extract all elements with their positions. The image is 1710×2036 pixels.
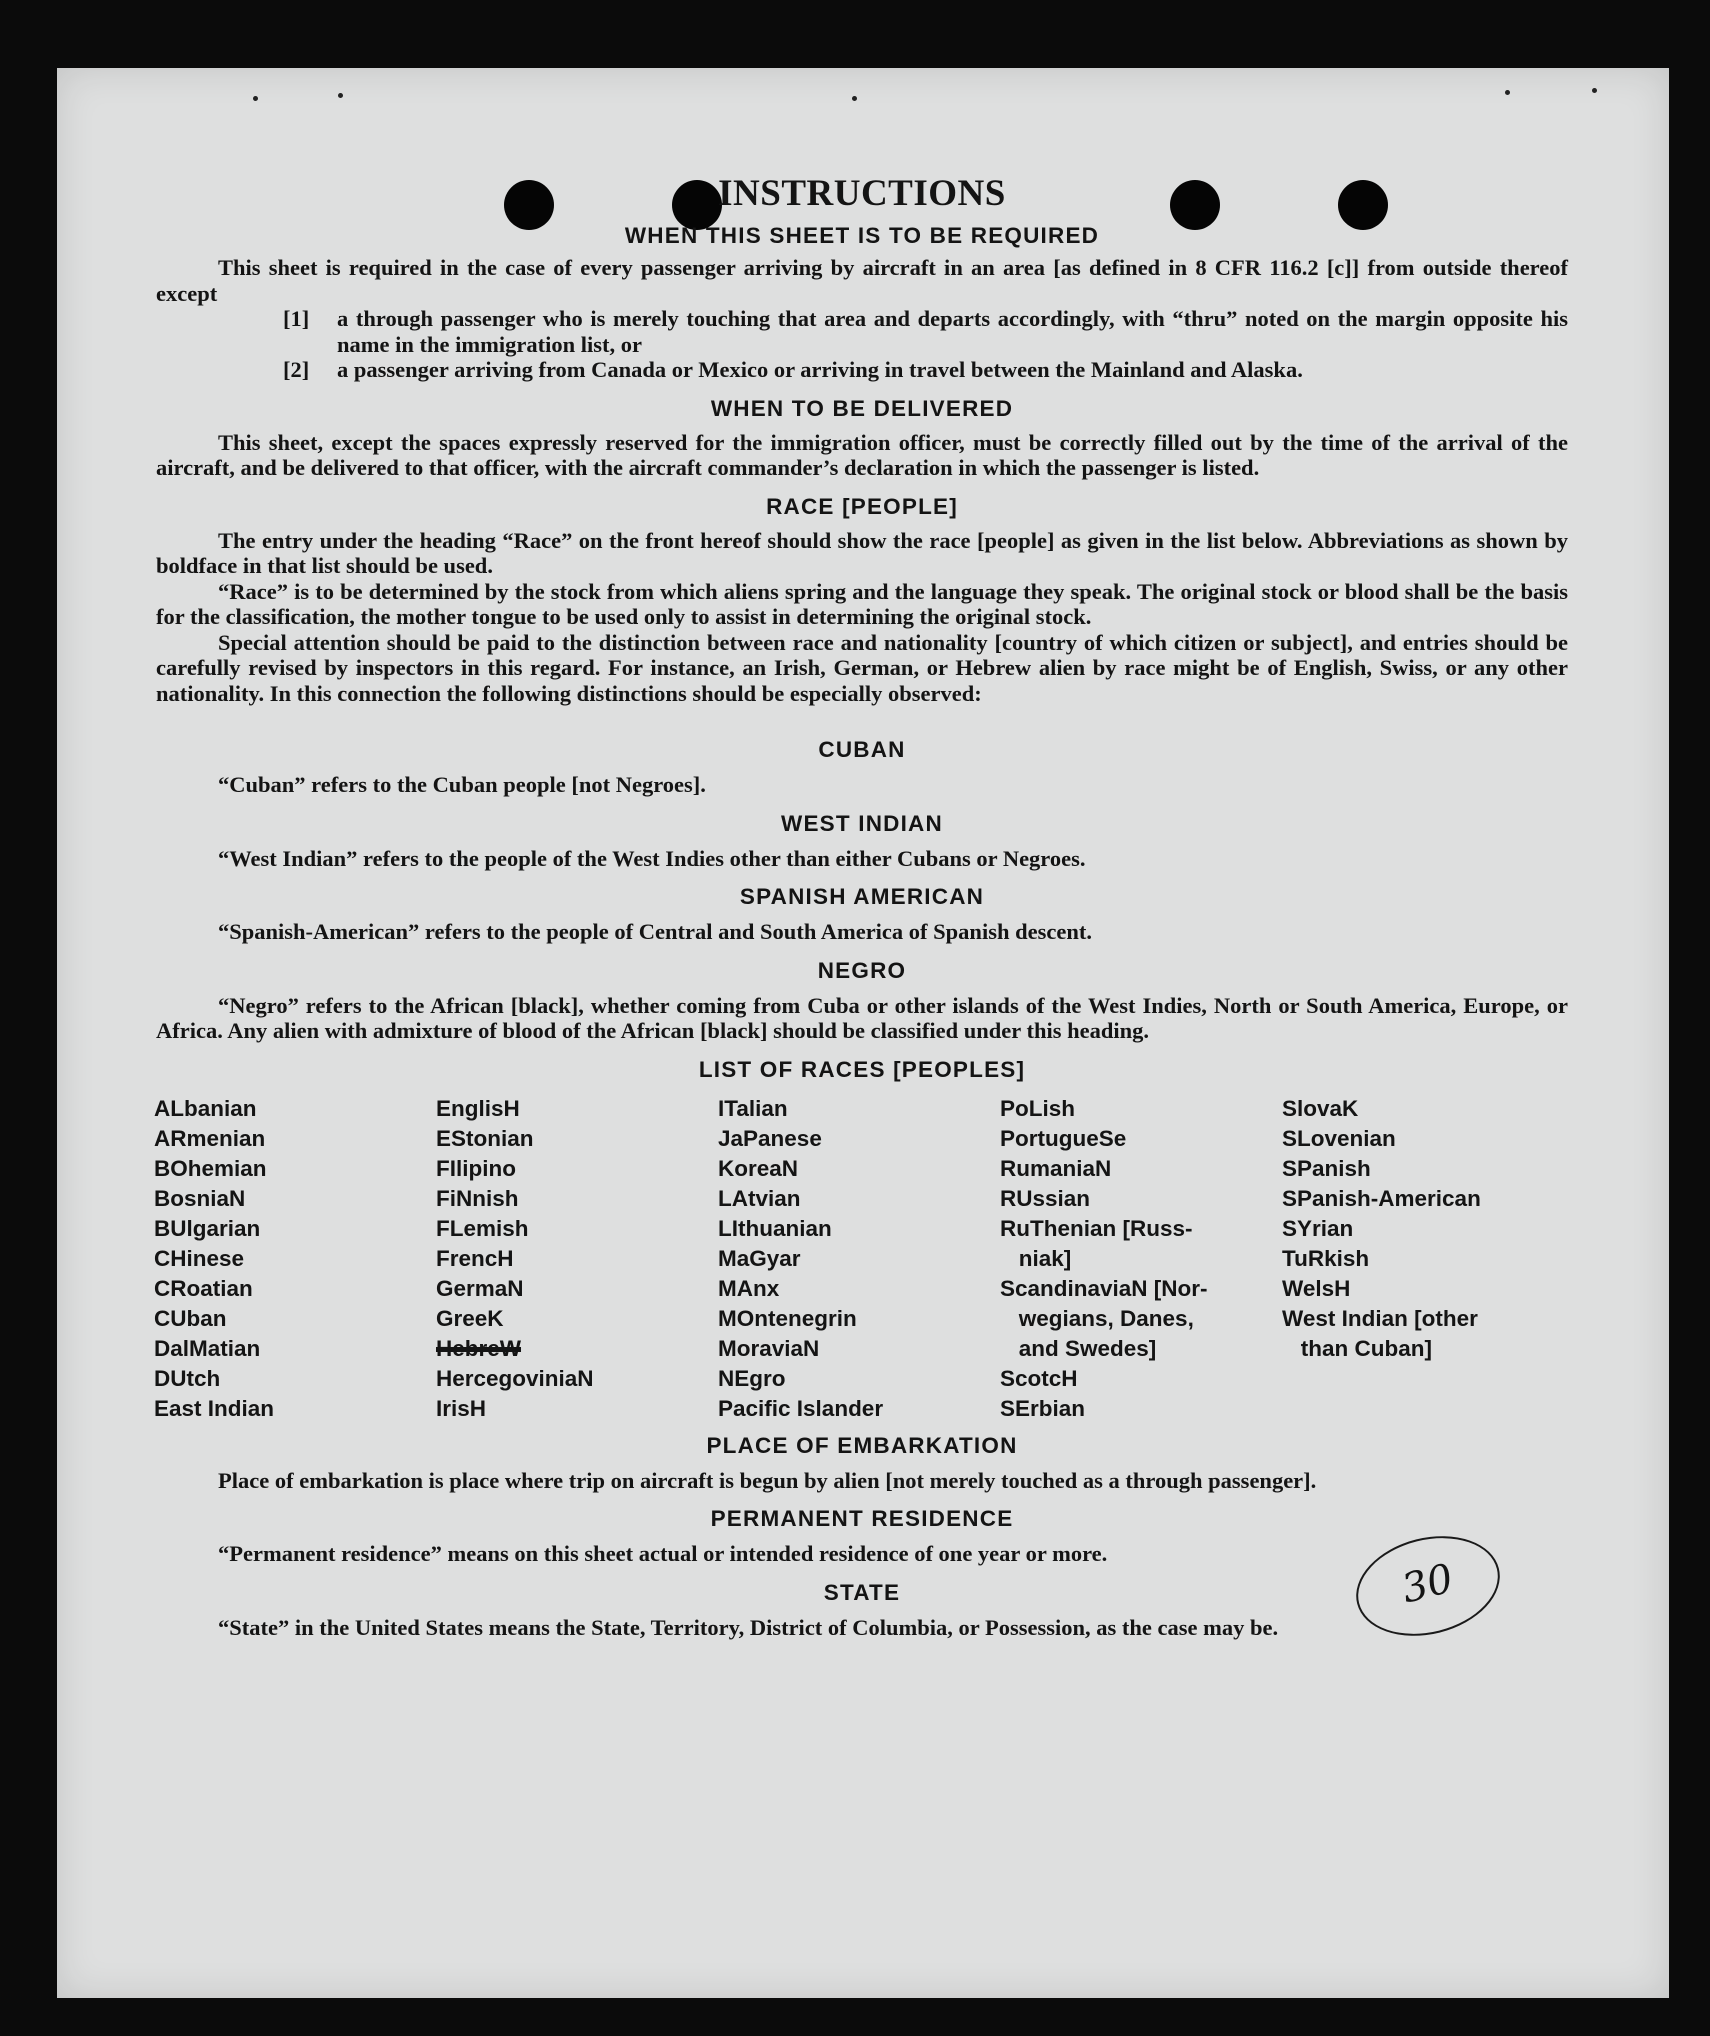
exception-item-2 [156,357,1568,383]
speck [852,96,857,101]
race-entry: DUtch [154,1365,221,1391]
race-entry: WelsH [1282,1275,1351,1301]
race-entry: EStonian [436,1125,534,1151]
when-delivered-text: This sheet, except the spaces expressly reserved for the immigration officer, must be correctly filled out by the time of the arrival of the aircraft, and be delivered to that officer, with the aircraft commander’s declaration in which the passenger is listed. [156,429,1568,480]
heading-negro: NEGRO [817,957,907,983]
race-entry: RuThenian [Russ- niak] [1000,1215,1193,1271]
race-entry: JaPanese [718,1125,822,1151]
race-entry: BOhemian [154,1155,267,1181]
race-entry: BosniaN [154,1185,246,1211]
race-entry: RumaniaN [1000,1155,1112,1181]
west-indian-text: “West Indian” refers to the people of the West Indies other than either Cubans or Negroes. [218,845,1086,871]
spanish-american-text: “Spanish-American” refers to the people of Central and South America of Spanish descent. [218,919,1092,944]
races-column [436,1094,718,1424]
race-entry: FiNnish [436,1185,519,1211]
race-entry: IrisH [436,1395,487,1421]
race-entry: LAtvian [718,1185,801,1211]
heading-state: STATE [823,1579,901,1605]
race-entry: SErbian [1000,1395,1086,1421]
race-entry: ARmenian [154,1125,266,1151]
race-entry: FrencH [436,1245,514,1271]
race-entry: ScotcH [1000,1365,1078,1391]
embarkation-text: Place of embarkation is place where trip on aircraft is begun by alien [not merely touched as a through passenger]. [218,1467,1317,1493]
item-number: [2] [283,357,310,382]
race-entry: KoreaN [718,1155,799,1181]
race-entry: ScandinaviaN [Nor- wegians, Danes, and Swedes] [1000,1275,1208,1361]
race-entry: ITalian [718,1095,788,1121]
races-list [154,1094,1568,1424]
race-entry: BUlgarian [154,1215,261,1241]
races-column [1282,1094,1564,1424]
race-entry: SPanish [1282,1155,1371,1181]
race-entry: PortugueSe [1000,1125,1127,1151]
race-entry: SlovaK [1282,1095,1359,1121]
race-entry: East Indian [154,1395,275,1421]
page-title: INSTRUCTIONS [718,173,1006,214]
instructions-content [156,172,1568,1640]
race-entry: SLovenian [1282,1125,1396,1151]
race-entry: RUssian [1000,1185,1091,1211]
race-entry: ALbanian [154,1095,257,1121]
residence-text: “Permanent residence” means on this sheet actual or intended residence of one year or more. [218,1541,1108,1566]
race-entry: CHinese [154,1245,245,1271]
negro-text: “Negro” refers to the African [black], whether coming from Cuba or other islands of the West Indies, North or South America, Europe, or Africa. Any alien with admixture of blood of the African [black] should be classified under this heading. [156,992,1568,1043]
race-entry: SPanish-American [1282,1185,1481,1211]
race-paragraph-3: Special attention should be paid to the distinction between race and nationality [country of which citizen or subject], and entries should be carefully revised by inspectors in this regard. For instance, an Irish, German, or Hebrew alien by race might be of English, Swiss, or any other nationality. In this connection the following distinctions should be especially observed: [156,629,1568,706]
race-entry: HercegoviniaN [436,1365,594,1391]
race-entry: DalMatian [154,1335,261,1361]
race-entry: SYrian [1282,1215,1354,1241]
item-text: a passenger arriving from Canada or Mexico or arriving in travel between the Mainland and Alaska. [337,357,1303,382]
races-column [718,1094,1000,1424]
race-entry: Pacific Islander [718,1395,884,1421]
race-entry: TuRkish [1282,1245,1370,1271]
race-entry: LIthuanian [718,1215,832,1241]
heading-west-indian: WEST INDIAN [781,810,943,836]
heading-when-required: WHEN THIS SHEET IS TO BE REQUIRED [624,223,1100,248]
speck [1592,88,1597,93]
speck [1505,90,1510,95]
race-entry: MOntenegrin [718,1305,857,1331]
race-entry: PoLish [1000,1095,1076,1121]
race-entry: NEgro [718,1365,786,1391]
race-entry: CUban [154,1305,227,1331]
race-entry: EnglisH [436,1095,520,1121]
race-entry-struck: HebreW [436,1335,522,1361]
state-text: “State” in the United States means the State, Territory, District of Columbia, or Possession, as the case may be. [218,1614,1279,1640]
cuban-text: “Cuban” refers to the Cuban people [not Negroes]. [218,772,706,797]
handwritten-circled-number: 30 [1346,1522,1511,1650]
race-entry: CRoatian [154,1275,253,1301]
race-entry: GreeK [436,1305,504,1331]
heading-cuban: CUBAN [818,737,906,762]
race-paragraph-2: “Race” is to be determined by the stock from which aliens spring and the language they speak. The original stock or blood shall be the basis for the classification, the mother tongue to be used only to assist in determining the original stock. [156,578,1568,629]
race-paragraph-1: The entry under the heading “Race” on the front hereof should show the race [people] as given in the list below. Abbreviations as shown by boldface in that list should be used. [156,527,1568,578]
race-entry: MAnx [718,1275,780,1301]
heading-when-delivered: WHEN TO BE DELIVERED [710,395,1014,421]
heading-list-of-races: LIST OF RACES [PEOPLES] [698,1056,1026,1082]
heading-place-of-embarkation: PLACE OF EMBARKATION [706,1432,1018,1458]
heading-spanish-american: SPANISH AMERICAN [739,884,985,909]
races-column [1000,1094,1282,1424]
race-entry: MaGyar [718,1245,801,1271]
item-text: a through passenger who is merely touching that area and departs accordingly, with “thru” noted on the margin opposite his name in the immigration list, or [337,306,1568,357]
heading-permanent-residence: PERMANENT RESIDENCE [710,1506,1014,1531]
speck [253,96,258,101]
exception-item-1 [156,306,1568,357]
race-entry: FIlipino [436,1155,516,1181]
races-column [154,1094,436,1424]
item-number: [1] [283,306,310,331]
race-entry: MoraviaN [718,1335,820,1361]
heading-race: RACE [PEOPLE] [766,493,958,519]
when-required-text: This sheet is required in the case of every passenger arriving by aircraft in an area [as defined in 8 CFR 116.2 [c]] from outside thereof except [156,255,1568,306]
race-entry: GermaN [436,1275,524,1301]
race-entry: FLemish [436,1215,529,1241]
race-entry: West Indian [other than Cuban] [1282,1305,1478,1361]
speck [338,93,343,98]
